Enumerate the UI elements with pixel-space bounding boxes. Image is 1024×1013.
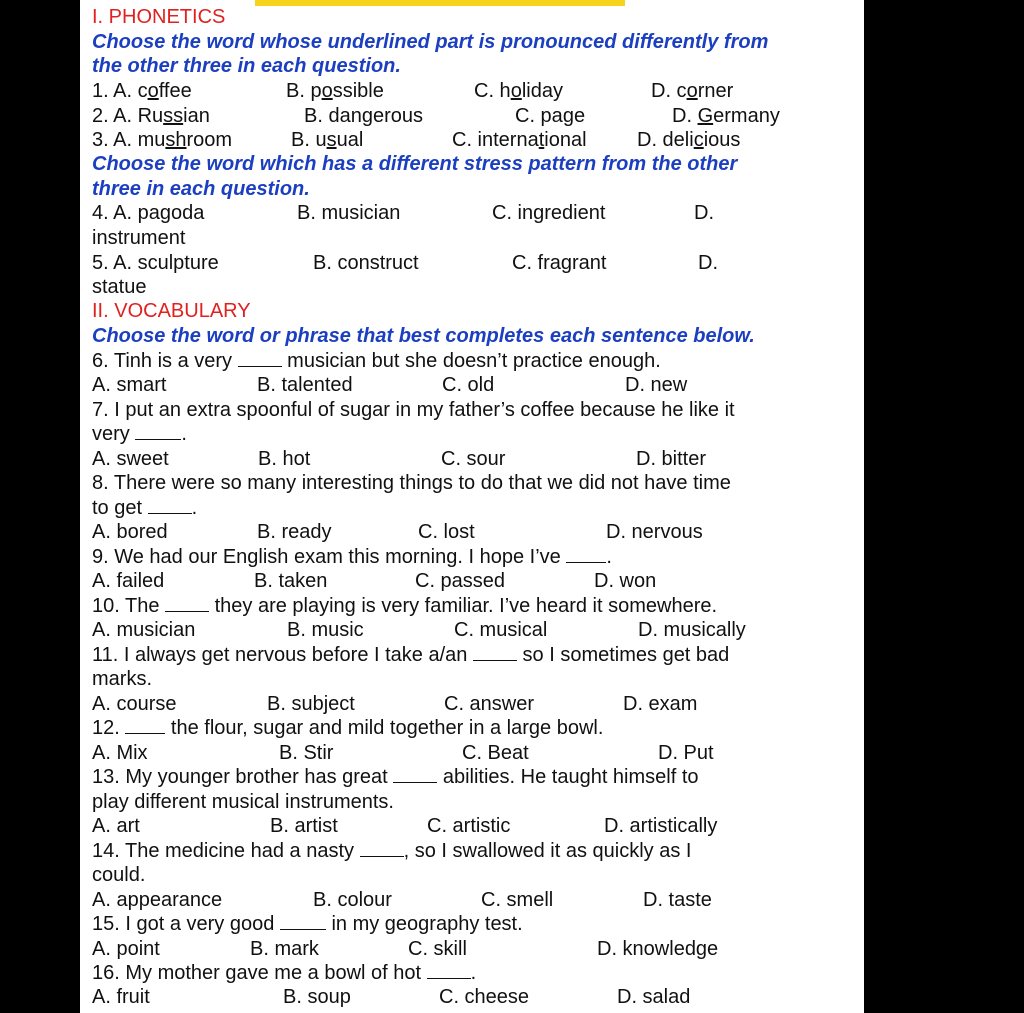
option-1a: 1. A. coffee [92, 80, 192, 102]
option-9c: C. passed [415, 570, 506, 592]
question-13: 13. My younger brother has great abilities. He taught himself to [92, 766, 699, 788]
option-9a: A. failed [92, 570, 165, 592]
option-6c: C. old [442, 374, 495, 396]
option-13a: A. art [92, 815, 140, 837]
instruction-pronunciation-line2: the other three in each question. [92, 55, 401, 77]
option-16d: D. salad [617, 986, 691, 1008]
option-4c: C. ingredient [492, 202, 606, 224]
option-13b: B. artist [270, 815, 338, 837]
option-5c: C. fragrant [512, 252, 607, 274]
option-10b: B. music [287, 619, 364, 641]
answer-blank [473, 645, 517, 661]
answer-blank [238, 351, 282, 367]
question-16: 16. My mother gave me a bowl of hot . [92, 962, 477, 984]
question-11-wrap: marks. [92, 668, 152, 690]
option-13d: D. artistically [604, 815, 718, 837]
option-14c: C. smell [481, 889, 554, 911]
answer-blank [280, 914, 326, 930]
option-14b: B. colour [313, 889, 392, 911]
answer-blank [566, 547, 606, 563]
question-13-wrap: play different musical instruments. [92, 791, 394, 813]
question-14-wrap: could. [92, 864, 146, 886]
option-5d: D. [698, 252, 718, 274]
option-15d: D. knowledge [597, 938, 719, 960]
option-7a: A. sweet [92, 448, 169, 470]
option-1b: B. possible [286, 80, 384, 102]
answer-blank [125, 718, 165, 734]
option-2b: B. dangerous [304, 105, 423, 127]
instruction-vocabulary: Choose the word or phrase that best completes each sentence below. [92, 325, 755, 347]
cropped-title-banner [255, 0, 625, 6]
option-7b: B. hot [258, 448, 311, 470]
option-9b: B. taken [254, 570, 328, 592]
option-15b: B. mark [250, 938, 319, 960]
answer-blank [360, 841, 404, 857]
option-11b: B. subject [267, 693, 355, 715]
question-8: 8. There were so many interesting things to do that we did not have time [92, 472, 731, 494]
option-9d: D. won [594, 570, 657, 592]
question-7: 7. I put an extra spoonful of sugar in my father’s coffee because he like it [92, 399, 735, 421]
option-7d: D. bitter [636, 448, 707, 470]
option-15c: C. skill [408, 938, 467, 960]
answer-blank [393, 767, 437, 783]
option-16b: B. soup [283, 986, 351, 1008]
option-5b: B. construct [313, 252, 419, 274]
option-1d: D. corner [651, 80, 734, 102]
option-11c: C. answer [444, 693, 535, 715]
option-4d: D. [694, 202, 714, 224]
option-6b: B. talented [257, 374, 353, 396]
option-12c: C. Beat [462, 742, 529, 764]
question-7-wrap: very . [92, 423, 187, 445]
option-8d: D. nervous [606, 521, 703, 543]
option-15a: A. point [92, 938, 160, 960]
option-4a: 4. A. pagoda [92, 202, 205, 224]
option-13c: C. artistic [427, 815, 511, 837]
option-10d: D. musically [638, 619, 746, 641]
section-title-vocabulary: II. VOCABULARY [92, 300, 251, 322]
option-7c: C. sour [441, 448, 506, 470]
option-2a: 2. A. Russian [92, 105, 210, 127]
option-4b: B. musician [297, 202, 401, 224]
question-9: 9. We had our English exam this morning. I hope I’ve . [92, 546, 612, 568]
option-5a: 5. A. sculpture [92, 252, 219, 274]
question-11: 11. I always get nervous before I take a/an so I sometimes get bad [92, 644, 730, 666]
option-14a: A. appearance [92, 889, 223, 911]
option-1c: C. holiday [474, 80, 563, 102]
instruction-pronunciation-line1: Choose the word whose underlined part is pronounced differently from [92, 31, 769, 53]
option-12b: B. Stir [279, 742, 334, 764]
option-11d: D. exam [623, 693, 698, 715]
option-6d: D. new [625, 374, 688, 396]
option-12d: D. Put [658, 742, 714, 764]
question-8-wrap: to get . [92, 497, 198, 519]
answer-blank [427, 963, 471, 979]
section-title-phonetics: I. PHONETICS [92, 6, 226, 28]
question-12: 12. the flour, sugar and mild together in a large bowl. [92, 717, 604, 739]
option-3d: D. delicious [637, 129, 741, 151]
worksheet-page [80, 0, 864, 1013]
question-10: 10. The they are playing is very familiar. I’ve heard it somewhere. [92, 595, 718, 617]
option-12a: A. Mix [92, 742, 148, 764]
instruction-stress-line2: three in each question. [92, 178, 310, 200]
option-10a: A. musician [92, 619, 196, 641]
question-4-wrap: instrument [92, 227, 186, 249]
question-14: 14. The medicine had a nasty , so I swallowed it as quickly as I [92, 840, 692, 862]
option-2d: D. Germany [672, 105, 780, 127]
question-6: 6. Tinh is a very musician but she doesn’t practice enough. [92, 350, 661, 372]
option-14d: D. taste [643, 889, 712, 911]
option-3b: B. usual [291, 129, 364, 151]
option-2c: C. page [515, 105, 586, 127]
question-15: 15. I got a very good in my geography test. [92, 913, 523, 935]
option-3c: C. international [452, 129, 587, 151]
option-16a: A. fruit [92, 986, 150, 1008]
option-3a: 3. A. mushroom [92, 129, 233, 151]
option-8a: A. bored [92, 521, 168, 543]
option-10c: C. musical [454, 619, 548, 641]
option-8b: B. ready [257, 521, 332, 543]
answer-blank [148, 498, 192, 514]
option-16c: C. cheese [439, 986, 530, 1008]
option-6a: A. smart [92, 374, 167, 396]
answer-blank [135, 424, 181, 440]
option-11a: A. course [92, 693, 177, 715]
instruction-stress-line1: Choose the word which has a different stress pattern from the other [92, 153, 738, 175]
question-5-wrap: statue [92, 276, 147, 298]
answer-blank [165, 596, 209, 612]
option-8c: C. lost [418, 521, 475, 543]
